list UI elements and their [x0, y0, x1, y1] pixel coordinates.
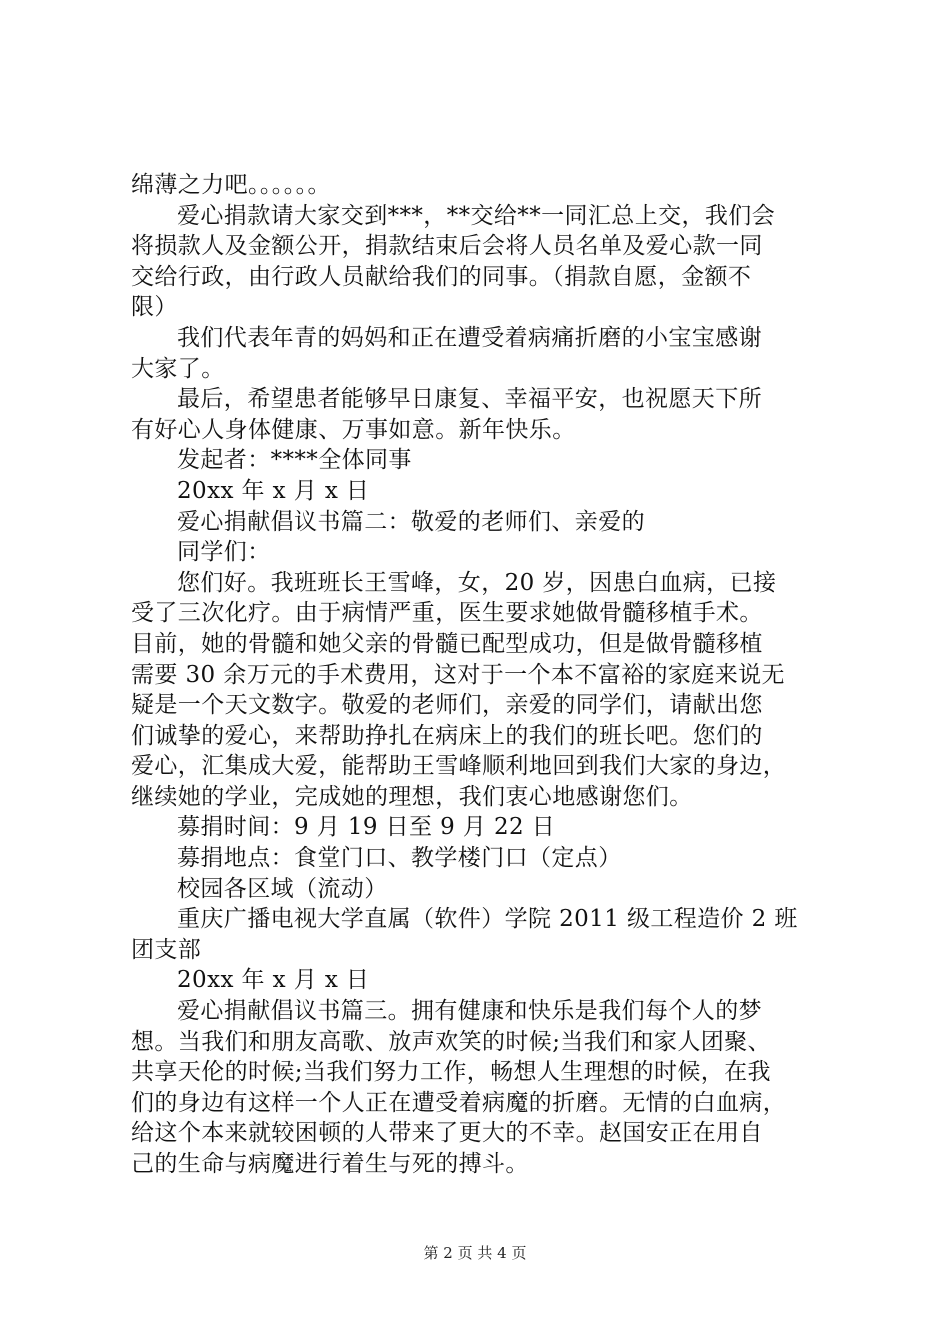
text-line: 给这个本来就较困顿的人带来了更大的不幸。赵国安正在用自: [131, 1120, 763, 1147]
text-line: 最后，希望患者能够早日康复、幸福平安，也祝愿天下所: [177, 386, 762, 413]
text-line: 们诚挚的爱心，来帮助挣扎在病床上的我们的班长吧。您们的: [131, 722, 763, 749]
text-line: 们的身边有这样一个人正在遭受着病魔的折磨。无情的白血病，: [131, 1089, 787, 1116]
text-line: 绵薄之力吧。。。。。。: [131, 172, 331, 198]
text-line: 校园各区域（流动）: [177, 875, 388, 902]
text-line: 将损款人及金额公开，捐款结束后会将人员名单及爱心款一同: [131, 233, 763, 260]
text-line: 20xx 年 x 月 x 日: [177, 477, 370, 504]
text-line: 需要 30 余万元的手术费用，这对于一个本不富裕的家庭来说无: [131, 661, 785, 688]
text-line: 限）: [131, 294, 178, 321]
document-body: [131, 170, 831, 1180]
text-line: 发起者：****全体同事: [177, 447, 412, 474]
text-line: 目前，她的骨髓和她父亲的骨髓已配型成功，但是做骨髓移植: [131, 630, 763, 657]
text-line: 有好心人身体健康、万事如意。新年快乐。: [131, 416, 576, 443]
text-line: 爱心捐献倡议书篇二：敬爱的老师们、亲爱的: [177, 508, 645, 535]
page-number-footer: 第 2 页 共 4 页: [423, 1244, 527, 1262]
text-line: 您们好。我班班长王雪峰，女，20 岁，因患白血病，已接: [177, 569, 777, 596]
text-line: 募捐地点：食堂门口、教学楼门口（定点）: [177, 845, 622, 872]
text-line: 爱心捐款请大家交到***，**交给**一同汇总上交，我们会: [177, 202, 776, 229]
text-line: 受了三次化疗。由于病情严重，医生要求她做骨髓移植手术。: [131, 600, 763, 627]
text-line: 爱心，汇集成大爱，能帮助王雪峰顺利地回到我们大家的身边，: [131, 753, 787, 780]
text-line: 继续她的学业，完成她的理想，我们衷心地感谢您们。: [131, 783, 693, 810]
text-line: 20xx 年 x 月 x 日: [177, 967, 370, 994]
text-line: 团支部: [131, 936, 202, 963]
text-line: 重庆广播电视大学直属（软件）学院 2011 级工程造价 2 班: [177, 906, 798, 933]
text-line: 疑是一个天文数字。敬爱的老师们，亲爱的同学们，请献出您: [131, 692, 763, 719]
text-line: 己的生命与病魔进行着生与死的搏斗。: [131, 1151, 529, 1177]
text-line: 想。当我们和朋友高歌、放声欢笑的时候;当我们和家人团聚、: [131, 1028, 771, 1055]
text-line: 大家了。: [131, 355, 225, 382]
text-line: 交给行政，由行政人员献给我们的同事。（捐款自愿，金额不: [131, 263, 752, 290]
text-line: 爱心捐献倡议书篇三。拥有健康和快乐是我们每个人的梦: [177, 998, 762, 1025]
text-line: 募捐时间：9 月 19 日至 9 月 22 日: [177, 814, 556, 841]
text-line: 共享天伦的时候;当我们努力工作，畅想人生理想的时候，在我: [131, 1059, 771, 1086]
text-line: 同学们：: [177, 539, 271, 566]
text-line: 我们代表年青的妈妈和正在遭受着病痛折磨的小宝宝感谢: [177, 324, 762, 351]
